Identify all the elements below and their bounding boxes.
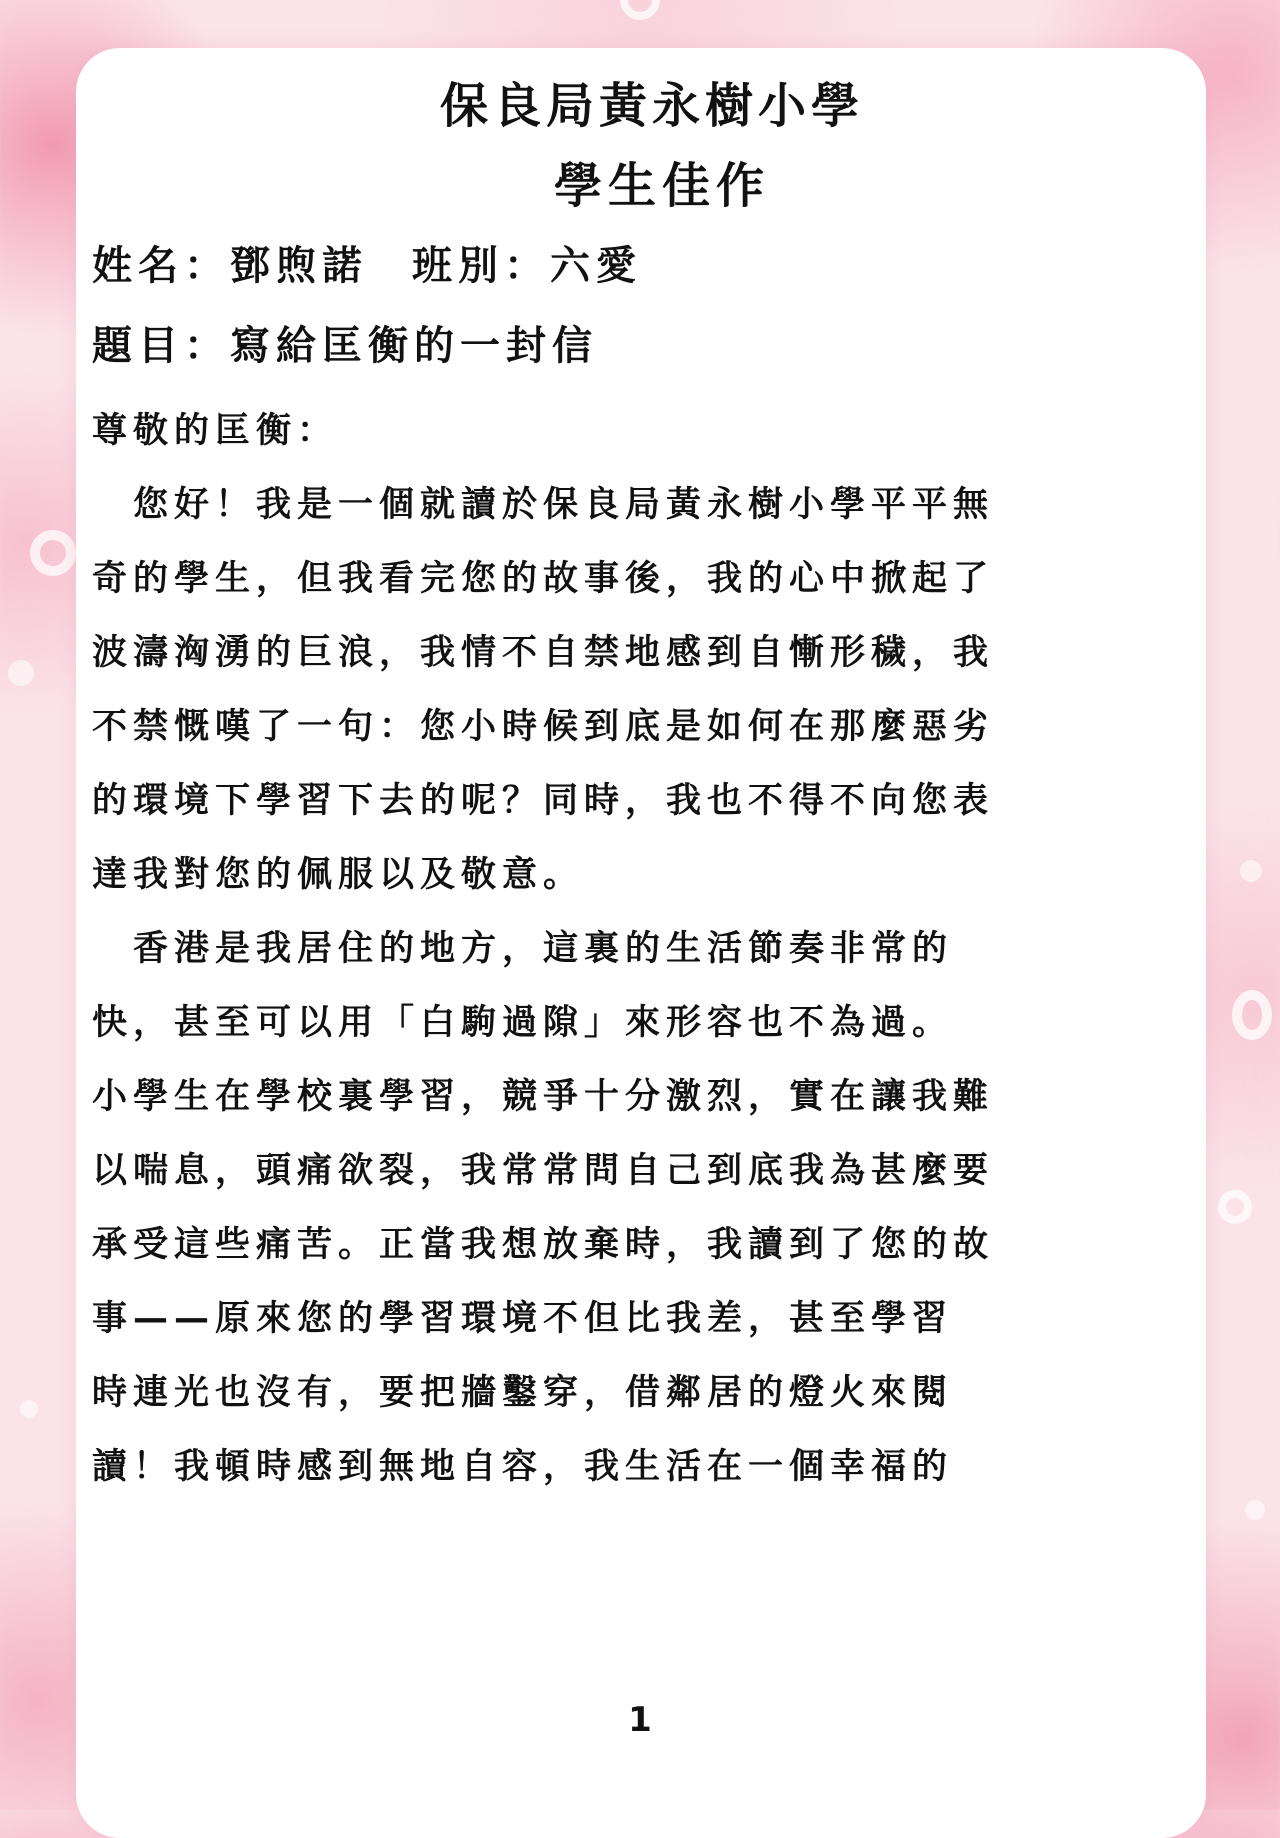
letter-greeting: 尊敬的匡衡： [92,411,339,451]
decorative-bubble [1232,990,1272,1040]
letter-line: 事——原來您的學習環境不但比我差，甚至學習 [92,1299,954,1339]
decorative-dot [1240,860,1262,882]
class-value: 六愛 [550,243,642,289]
letter-line: 的環境下學習下去的呢？同時，我也不得不向您表 [92,781,995,821]
letter-line: 您好！我是一個就讀於保良局黃永樹小學平平無 [92,485,995,525]
document-subtitle: 學生佳作 [553,158,770,214]
decorative-bubble [30,530,76,576]
name-value: 鄧煦諾 [230,243,368,289]
name-label: 姓名： [92,243,230,289]
letter-line: 不禁慨嘆了一句：您小時候到底是如何在那麼惡劣 [92,707,995,747]
letter-line: 小學生在學校裏學習，競爭十分激烈，實在讓我難 [92,1077,995,1117]
school-title: 保良局黃永樹小學 [439,78,864,134]
class-label: 班別： [412,243,550,289]
letter-line: 奇的學生，但我看完您的故事後，我的心中掀起了 [92,559,995,599]
letter-line: 讀！我頓時感到無地自容，我生活在一個幸福的 [92,1447,954,1487]
topic-value: 寫給匡衡的一封信 [230,323,598,369]
letter-line: 香港是我居住的地方，這裏的生活節奏非常的 [92,929,954,969]
decorative-dot [20,1400,38,1418]
page-number: 1 [628,1700,652,1740]
letter-line: 以喘息，頭痛欲裂，我常常問自己到底我為甚麼要 [92,1151,995,1191]
document-content [92,66,1192,1504]
decorative-bubble [1218,1190,1252,1224]
decorative-bubble [620,0,660,20]
topic-info [92,306,1192,386]
letter-line: 快，甚至可以用「白駒過隙」來形容也不為過。 [92,1003,954,1043]
letter-line: 達我對您的佩服以及敬意。 [92,855,585,895]
letter-line: 承受這些痛苦。正當我想放棄時，我讀到了您的故 [92,1225,995,1265]
letter-line: 波濤洶湧的巨浪，我情不自禁地感到自慚形穢，我 [92,633,995,673]
student-info [92,226,1192,306]
topic-label: 題目： [92,323,230,369]
decorative-dot [1245,1500,1265,1520]
letter-line: 時連光也沒有，要把牆鑿穿，借鄰居的燈火來閱 [92,1373,954,1413]
decorative-dot [8,660,34,686]
